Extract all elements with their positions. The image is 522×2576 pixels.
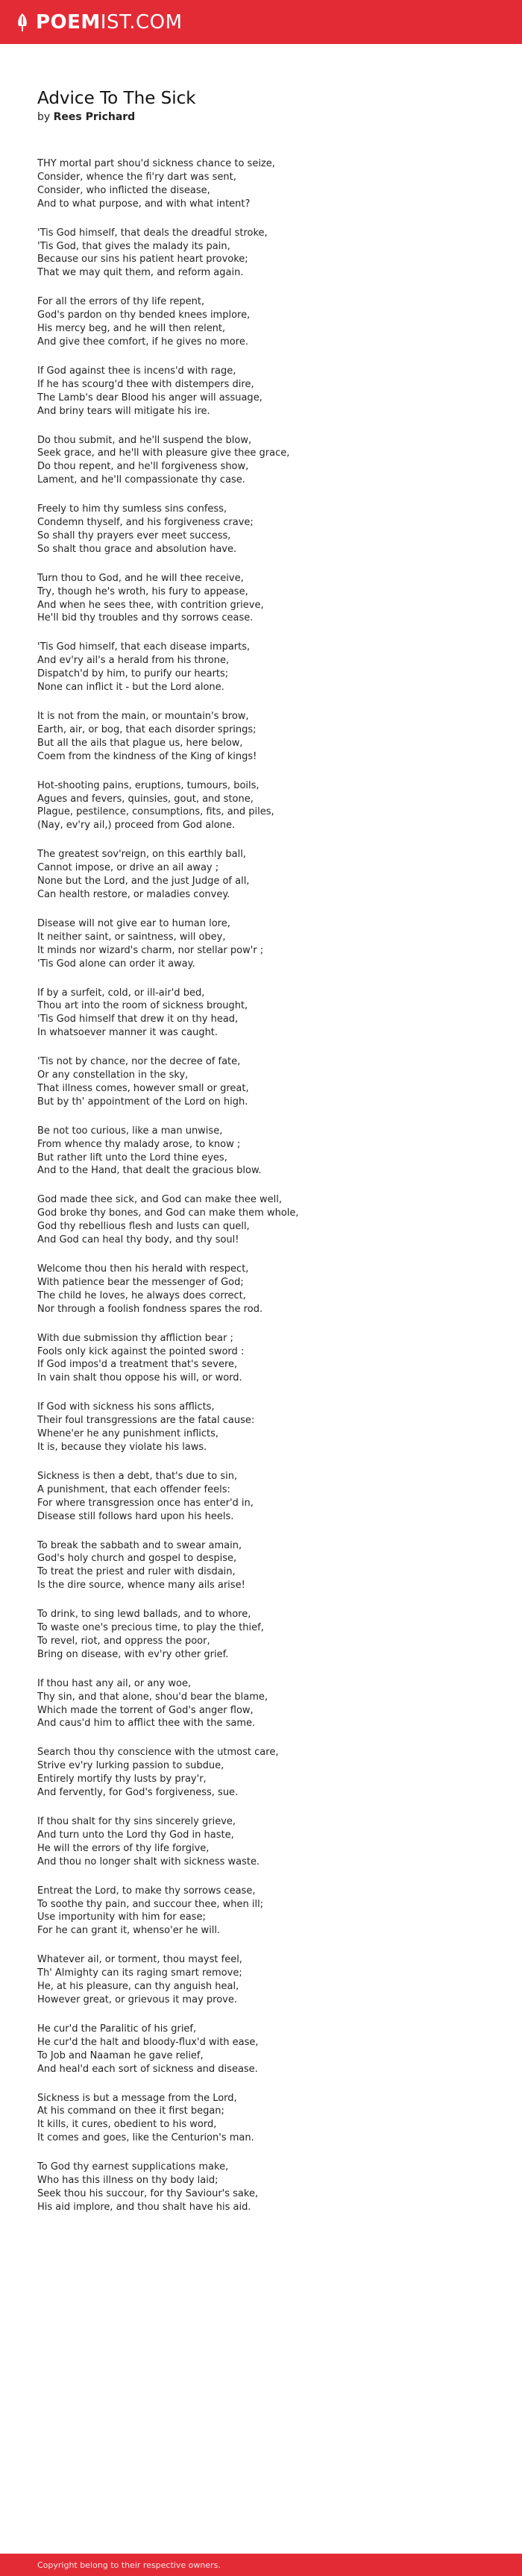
poem-line: Sickness is then a debt, that's due to sin, <box>37 1470 238 1482</box>
poem-line: If thou shalt for thy sins sincerely grieve, <box>37 1816 236 1827</box>
stanza <box>37 2161 485 2214</box>
poem-line: Fools only kick against the pointed sword : <box>37 1345 245 1357</box>
poem-line: Disease will not give ear to human lore, <box>37 917 230 929</box>
poem-line: Entreat the Lord, to make thy sorrows cease, <box>37 1885 256 1897</box>
poem-line: It neither saint, or saintness, will obey, <box>37 931 226 943</box>
poem-line: Turn thou to God, and he will thee receive, <box>37 572 244 584</box>
poem-line: That we may quit them, and reform again. <box>37 267 244 279</box>
stanza <box>37 1539 485 1593</box>
poem-line: Consider, whence the fi'ry dart was sent, <box>37 171 236 183</box>
byline-prefix: by <box>37 111 51 123</box>
stanza <box>37 917 485 971</box>
poem-line: God's pardon on thy bended knees implore, <box>37 310 251 321</box>
poem-line: It kills, it cures, obedient to his word, <box>37 2119 217 2131</box>
poem-line: To break the sabbath and to swear amain, <box>37 1539 242 1551</box>
poem-line: And when he sees thee, with contrition grieve, <box>37 599 264 611</box>
poem-line: However great, or grievous it may prove. <box>37 1994 237 2005</box>
poem-line: If thou hast any ail, or any woe, <box>37 1677 192 1689</box>
poem-line: Their foul transgressions are the fatal cause: <box>37 1415 255 1427</box>
poem-line: The Lamb's dear Blood his anger will assuage, <box>37 392 262 403</box>
poem-line: God broke thy bones, and God can make them whole, <box>37 1207 299 1219</box>
poem-line: 'Tis God himself, that each disease imparts, <box>37 641 251 653</box>
poem-line: It comes and goes, like the Centurion's man. <box>37 2132 254 2144</box>
poem-body <box>37 157 485 2214</box>
poem-line: Earth, air, or bog, that each disorder springs; <box>37 723 257 735</box>
poem-line: And briny tears will mitigate his ire. <box>37 405 210 417</box>
poem-line: None but the Lord, and the just Judge of all, <box>37 876 250 888</box>
poem-line: Disease still follows hard upon his heels. <box>37 1510 234 1522</box>
poem-line: Freely to him thy sumless sins confess, <box>37 503 227 515</box>
stanza <box>37 295 485 349</box>
poem-line: He cur'd the halt and bloody-flux'd with ease, <box>37 2036 259 2048</box>
poem-line: In vain shalt thou oppose his will, or word. <box>37 1372 242 1384</box>
poem-line: If he has scourg'd thee with distempers dire, <box>37 378 254 390</box>
stanza <box>37 1470 485 1524</box>
author-link[interactable]: Rees Prichard <box>53 111 136 123</box>
poem-line: Nor through a foolish fondness spares the rod. <box>37 1303 263 1315</box>
stanza <box>37 157 485 211</box>
poem-line: Sickness is but a message from the Lord, <box>37 2092 237 2104</box>
poem-line: He will the errors of thy life forgive, <box>37 1842 210 1854</box>
stanza <box>37 1401 485 1454</box>
poem-line: For he can grant it, whenso'er he will. <box>37 1925 221 1937</box>
poem-line: Condemn thyself, and his forgiveness crave; <box>37 517 254 529</box>
poem-line: Is the dire source, whence many ails arise! <box>37 1580 245 1592</box>
footer-bar <box>0 2554 522 2576</box>
poem-line: With due submission thy affliction bear ; <box>37 1332 233 1344</box>
stanza <box>37 1953 485 2007</box>
poem-line: 'Tis God himself that drew it on thy head, <box>37 1014 239 1025</box>
logo-wordmark: POEMIST.COM <box>36 10 183 34</box>
stanza <box>37 848 485 902</box>
quill-icon <box>16 13 28 32</box>
poem-line: To God thy earnest supplications make, <box>37 2161 229 2173</box>
poem-line: But rather lift unto the Lord thine eyes, <box>37 1152 227 1163</box>
poem-line: If by a surfeit, cold, or ill-air'd bed, <box>37 987 205 999</box>
stanza <box>37 1815 485 1869</box>
stanza <box>37 572 485 626</box>
poem-line: Entirely mortify thy lusts by pray'r, <box>37 1774 207 1785</box>
poem-line: 'Tis God, that gives the malady its pain, <box>37 240 230 252</box>
stanza <box>37 1677 485 1731</box>
poem-line: And heal'd each sort of sickness and disease. <box>37 2063 258 2075</box>
poem-line: Do thou repent, and he'll forgiveness show, <box>37 461 249 473</box>
poem-line: Agues and fevers, quinsies, gout, and stone, <box>37 793 254 805</box>
poem-line: At his command on thee it first began; <box>37 2105 224 2117</box>
poem-line: Try, though he's wroth, his fury to appease, <box>37 585 248 597</box>
poem-line: To soothe thy pain, and succour thee, when ill; <box>37 1898 264 1910</box>
poem-line: A punishment, that each offender feels: <box>37 1483 230 1495</box>
poem-line: Whene'er he any punishment inflicts, <box>37 1428 219 1440</box>
stanza <box>37 1125 485 1178</box>
stanza <box>37 2023 485 2076</box>
poem-line: Bring on disease, with ev'ry other grief. <box>37 1648 229 1660</box>
poem-line: Whatever ail, or torment, thou mayst feel, <box>37 1954 242 1966</box>
poem-line: Thy sin, and that alone, shou'd bear the blame, <box>37 1691 268 1703</box>
poem-line: And ev'ry ail's a herald from his throne, <box>37 655 230 667</box>
poem-line: Cannot impose, or drive an ail away ; <box>37 862 219 874</box>
stanza <box>37 227 485 280</box>
poem-line: God thy rebellious flesh and lusts can quell, <box>37 1221 250 1233</box>
copyright-notice: Copyright belong to their respective owners. <box>37 2560 221 2570</box>
stanza <box>37 2092 485 2146</box>
poem-line: If God impos'd a treatment that's severe, <box>37 1359 238 1371</box>
poem-line: To treat the priest and ruler with disdain, <box>37 1566 236 1578</box>
poem-line: The child he loves, he always does correct, <box>37 1289 246 1301</box>
stanza <box>37 365 485 418</box>
poem-line: So shall thy prayers ever meet success, <box>37 530 231 541</box>
poem-line: To drink, to sing lewd ballads, and to whore, <box>37 1609 251 1621</box>
poem-line: And to what purpose, and with what intent? <box>37 198 251 210</box>
stanza <box>37 1193 485 1247</box>
poem-line: Can health restore, or maladies convey. <box>37 888 230 900</box>
poem-line: (Nay, ev'ry ail,) proceed from God alone. <box>37 820 236 832</box>
poem-line: His aid implore, and thou shalt have his aid. <box>37 2201 251 2213</box>
poem-line: And fervently, for God's forgiveness, sue. <box>37 1787 239 1799</box>
poem-line: With patience bear the messenger of God; <box>37 1276 244 1288</box>
poem-line: Coem from the kindness of the King of kings! <box>37 750 257 762</box>
poem-line: 'Tis not by chance, nor the decree of fate, <box>37 1056 241 1068</box>
poem-line: Consider, who inflicted the disease, <box>37 184 210 196</box>
byline <box>37 110 485 125</box>
poem-content <box>37 75 485 2230</box>
stanza <box>37 987 485 1040</box>
poem-line: Who has this illness on thy body laid; <box>37 2175 218 2187</box>
stanza <box>37 710 485 764</box>
poem-line: It minds nor wizard's charm, nor stellar pow'r ; <box>37 944 264 956</box>
poem-line: Search thou thy conscience with the utmost care, <box>37 1747 279 1759</box>
poem-line: Th' Almighty can its raging smart remove; <box>37 1967 242 1979</box>
poem-line: Be not too curious, like a man unwise, <box>37 1125 223 1137</box>
stanza <box>37 434 485 488</box>
stanza <box>37 503 485 556</box>
poem-line: The greatest sov'reign, on this earthly ball, <box>37 849 246 861</box>
poem-line: If God with sickness his sons afflicts, <box>37 1401 215 1413</box>
poem-line: And to the Hand, that dealt the gracious blow. <box>37 1165 262 1177</box>
poem-line: Lament, and he'll compassionate thy case. <box>37 474 245 486</box>
poem-line: And God can heal thy body, and thy soul! <box>37 1234 239 1246</box>
poem-line: If God against thee is incens'd with rage, <box>37 365 236 377</box>
poem-line: It is not from the main, or mountain's brow, <box>37 711 249 722</box>
poem-line: Welcome thou then his herald with respect, <box>37 1263 249 1275</box>
poem-line: And turn unto the Lord thy God in haste, <box>37 1829 234 1841</box>
poem-line: For where transgression once has enter'd in, <box>37 1497 254 1509</box>
poem-line: His mercy beg, and he will then relent, <box>37 323 226 335</box>
poem-line: It is, because they violate his laws. <box>37 1441 207 1453</box>
poem-line: 'Tis God alone can order it away. <box>37 958 195 970</box>
stanza <box>37 1263 485 1316</box>
poem-line: Use importunity with him for ease; <box>37 1911 206 1923</box>
poem-line: He, at his pleasure, can thy anguish heal, <box>37 1981 239 1993</box>
poem-line: And caus'd him to afflict thee with the same. <box>37 1718 256 1730</box>
poem-line: For all the errors of thy life repent, <box>37 296 205 308</box>
poem-line: Hot-shooting pains, eruptions, tumours, boils, <box>37 779 260 791</box>
poem-line: None can inflict it - but the Lord alone. <box>37 682 224 694</box>
poem-line: He'll bid thy troubles and thy sorrows cease. <box>37 612 254 624</box>
stanza <box>37 1746 485 1800</box>
poem-line: Because our sins his patient heart provoke; <box>37 254 248 266</box>
stanza <box>37 641 485 694</box>
poem-line: In whatsoever manner it was caught. <box>37 1027 218 1039</box>
stanza <box>37 1608 485 1662</box>
poem-line: So shalt thou grace and absolution have. <box>37 543 237 555</box>
poem-line: To Job and Naaman he gave relief, <box>37 2049 204 2061</box>
poem-line: To revel, riot, and oppress the poor, <box>37 1635 210 1647</box>
poem-line: God made thee sick, and God can make thee well, <box>37 1194 282 1206</box>
poem-line: 'Tis God himself, that deals the dreadful stroke, <box>37 227 268 239</box>
poem-line: Do thou submit, and he'll suspend the blow, <box>37 434 252 446</box>
poem-line: And give thee comfort, if he gives no more. <box>37 336 248 348</box>
poem-line: To waste one's precious time, to play the thief, <box>37 1622 264 1634</box>
poem-line: God's holy church and gospel to despise, <box>37 1553 237 1565</box>
poem-line: From whence thy malady arose, to know ; <box>37 1138 241 1150</box>
site-logo[interactable] <box>16 10 183 34</box>
stanza <box>37 1332 485 1386</box>
poem-title: Advice To The Sick <box>37 89 196 108</box>
stanza <box>37 779 485 833</box>
poem-line: Which made the torrent of God's anger flow, <box>37 1704 254 1716</box>
poem-line: Or any constellation in the sky, <box>37 1069 189 1081</box>
poem-line: He cur'd the Paralitic of his grief, <box>37 2023 197 2035</box>
poem-line: Seek grace, and he'll with pleasure give thee grace, <box>37 447 290 459</box>
poem-line: Seek thou his succour, for thy Saviour's sake, <box>37 2187 259 2199</box>
top-navigation-bar <box>0 0 522 44</box>
poem-line: But all the ails that plague us, here below, <box>37 737 243 749</box>
poem-line: And thou no longer shalt with sickness waste. <box>37 1856 260 1867</box>
stanza <box>37 1055 485 1109</box>
poem-line: Plague, pestilence, consumptions, fits, and piles, <box>37 806 274 818</box>
poem-line: Strive ev'ry lurking passion to subdue, <box>37 1760 224 1772</box>
poem-line: Dispatch'd by him, to purify our hearts; <box>37 668 229 680</box>
poem-line: But by th' appointment of the Lord on high. <box>37 1096 248 1108</box>
stanza <box>37 1885 485 1938</box>
poem-line: THY mortal part shou'd sickness chance to seize, <box>37 158 275 169</box>
poem-line: Thou art into the room of sickness brought, <box>37 1000 248 1012</box>
poem-line: That illness comes, however small or great, <box>37 1082 249 1094</box>
